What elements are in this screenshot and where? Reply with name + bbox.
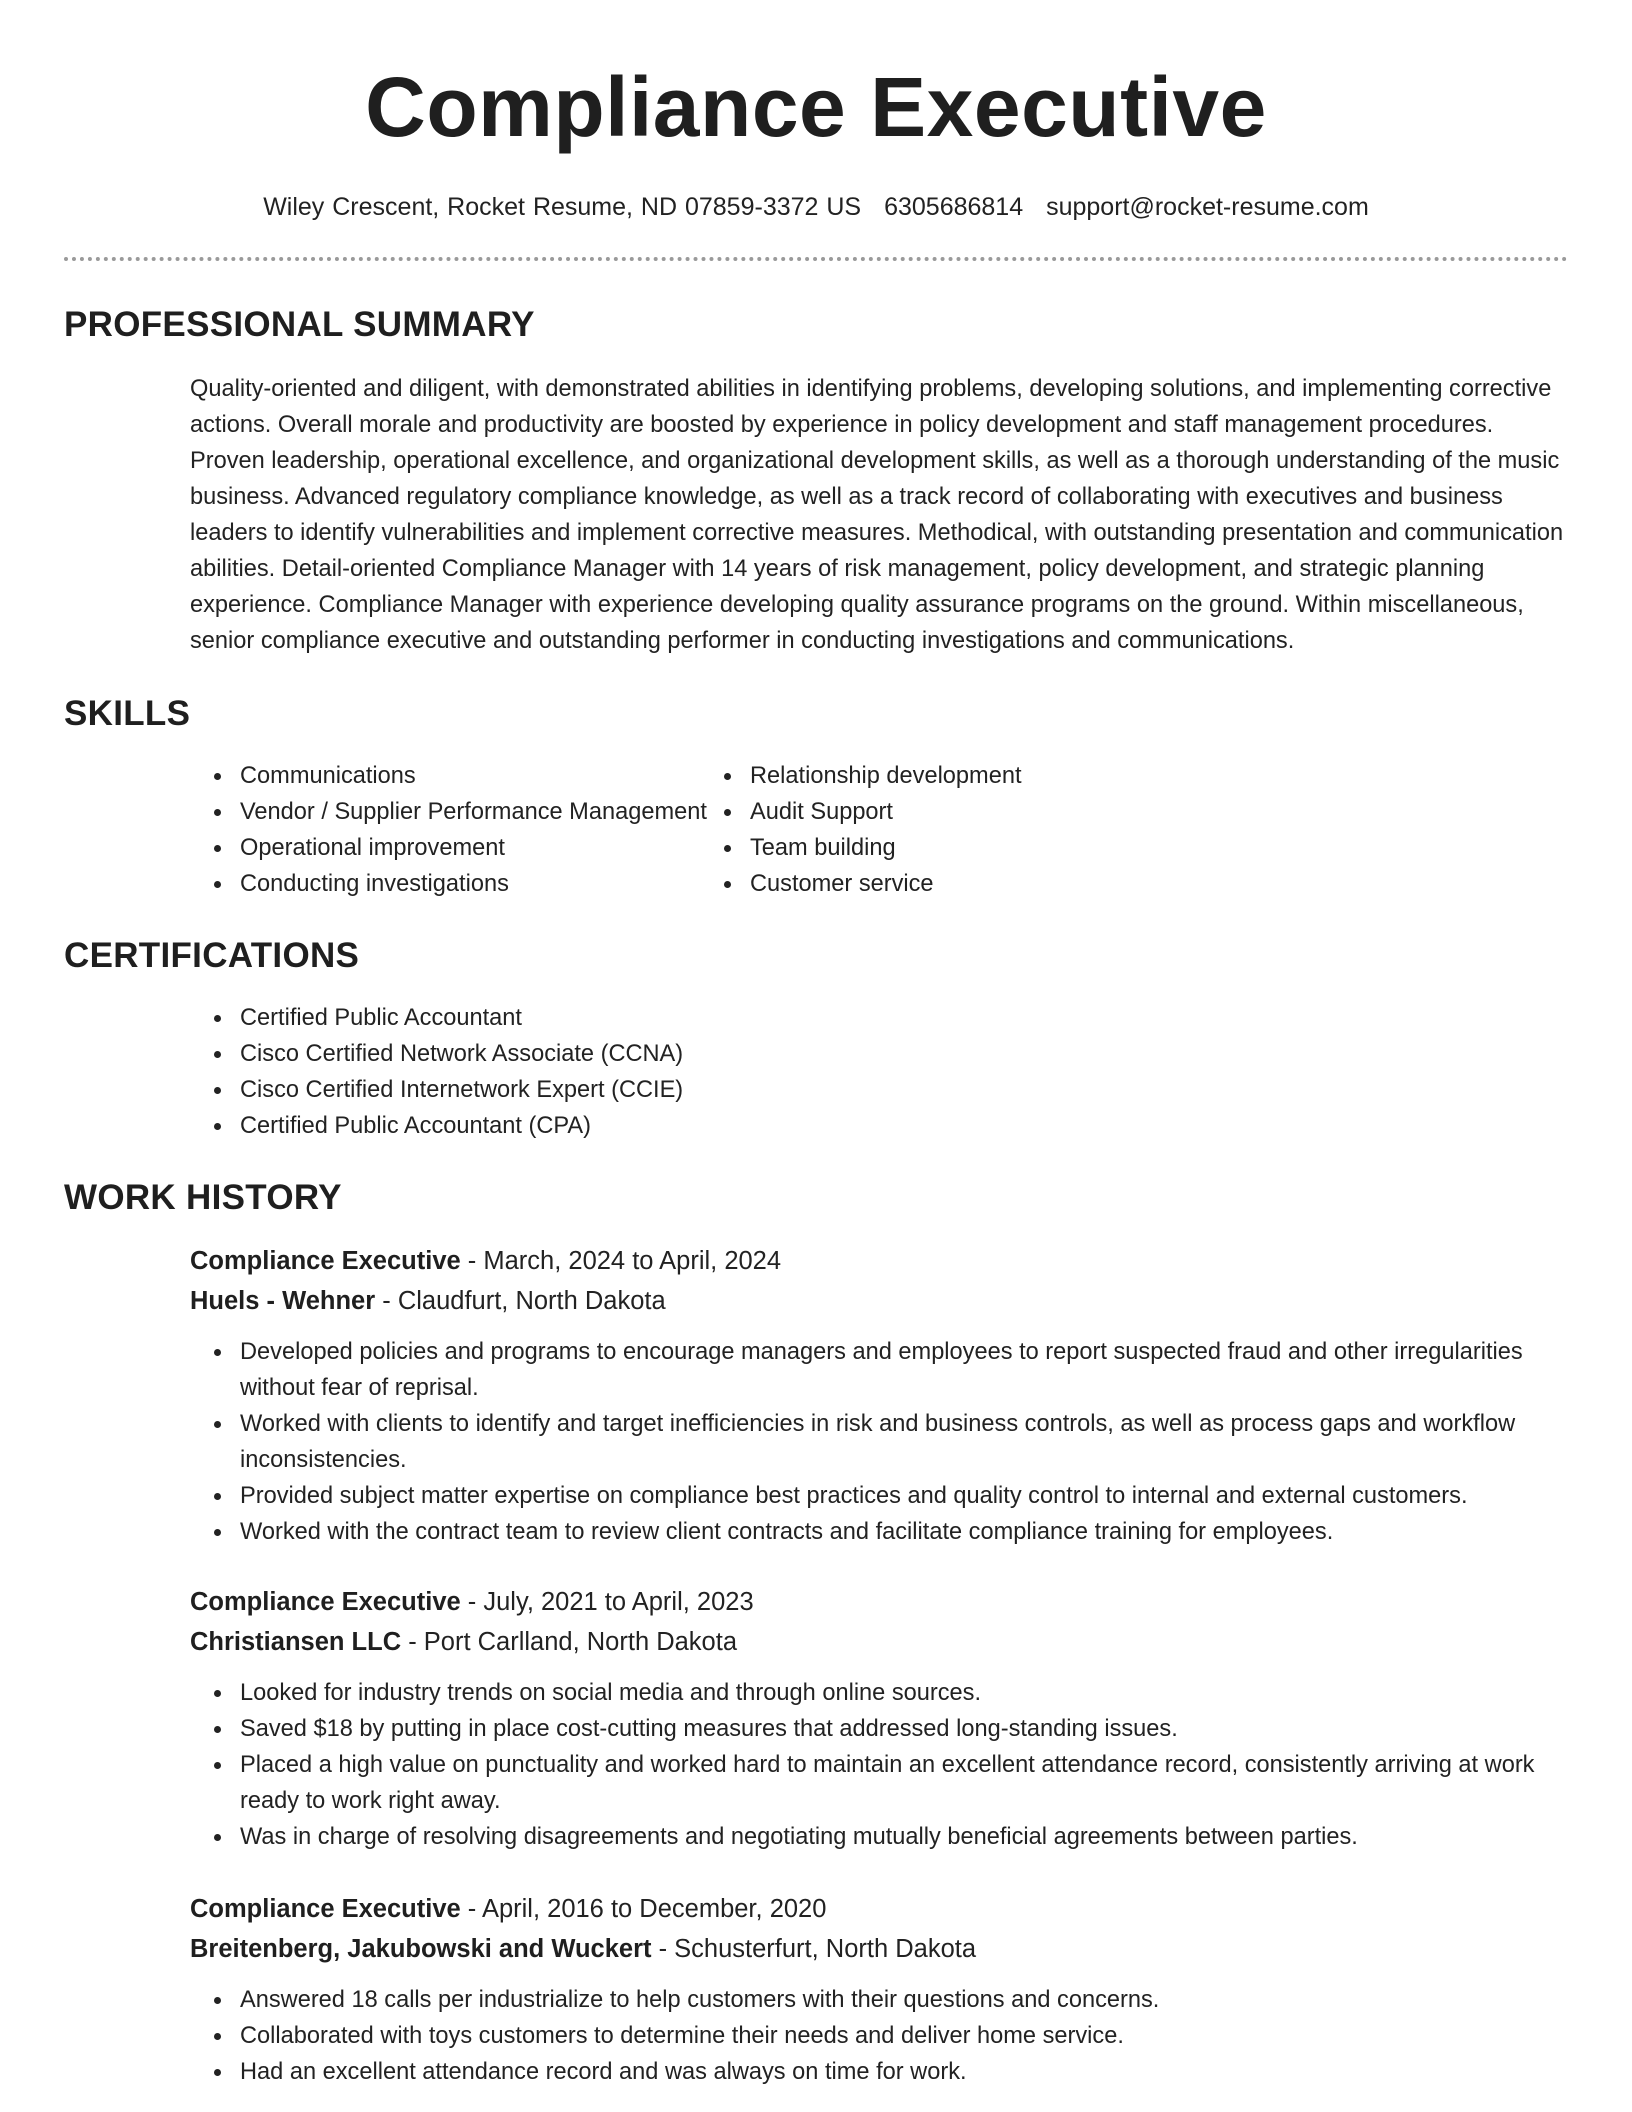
job-dates: - March, 2024 to April, 2024: [460, 1247, 782, 1275]
job-role-line: [190, 1241, 1568, 1281]
job-company-line: [190, 1929, 1568, 1969]
job-dates: - July, 2021 to April, 2023: [460, 1588, 754, 1616]
job-company: Christiansen LLC: [190, 1628, 402, 1656]
job-location: - Schusterfurt, North Dakota: [651, 1935, 977, 1963]
header-divider: [64, 257, 1568, 261]
skills-list-left: [64, 758, 744, 902]
job-company: Huels - Wehner: [190, 1287, 376, 1315]
job-entry: [64, 1889, 1568, 1969]
job-bullet: • Was in charge of resolving disagreements and negotiating mutually beneficial agreements between parties.: [234, 1819, 1568, 1855]
job-bullet: • Provided subject matter expertise on compliance best practices and quality control to internal and external customers.: [234, 1478, 1568, 1514]
job-bullet: • Developed policies and programs to encourage managers and employees to report suspected fraud and other irregularities without fear of reprisal.: [234, 1334, 1568, 1406]
skills-grid: [64, 758, 1568, 902]
certification-item: • Cisco Certified Internetwork Expert (CCIE): [234, 1072, 1568, 1108]
job-company: Breitenberg, Jakubowski and Wuckert: [190, 1935, 652, 1963]
job-bullet: • Worked with the contract team to review client contracts and facilitate compliance training for employees.: [234, 1514, 1568, 1550]
skill-item: • Team building: [744, 830, 1022, 866]
summary-section: [64, 304, 1568, 659]
contact-address: Wiley Crescent, Rocket Resume, ND 07859-3372 US: [263, 193, 862, 221]
resume-title: Compliance Executive: [365, 60, 1267, 154]
certification-item: • Cisco Certified Network Associate (CCNA): [234, 1036, 1568, 1072]
job-bullet: • Looked for industry trends on social media and through online sources.: [234, 1675, 1568, 1711]
section-title-summary: PROFESSIONAL SUMMARY: [64, 305, 535, 344]
job-entry: [64, 1241, 1568, 1321]
certification-item: • Certified Public Accountant (CPA): [234, 1108, 1568, 1144]
summary-text: Quality-oriented and diligent, with demonstrated abilities in identifying problems, developing solutions, and implementing corrective actions. Overall morale and productivity are boosted by experience in policy development and staff management procedures. Proven leadership, operational excellence, and organizational development skills, as well as a thorough understanding of the music business. Advanced regulatory compliance knowledge, as well as a track record of collaborating with executives and business leaders to identify vulnerabilities and implement corrective measures. Methodical, with outstanding presentation and communication abilities. Detail-oriented Compliance Manager with 14 years of risk management, policy development, and strategic planning experience. Compliance Manager with experience developing quality assurance programs on the ground. Within miscellaneous, senior compliance executive and outstanding performer in conducting investigations and communications.: [190, 376, 1564, 654]
skill-item: • Communications: [234, 758, 744, 794]
job-role: Compliance Executive: [190, 1895, 461, 1923]
skills-section: [64, 693, 1568, 902]
job-bullets: [64, 1982, 1568, 2090]
skills-list-right: [744, 758, 1022, 902]
job-bullet: • Saved $18 by putting in place cost-cutting measures that addressed long-standing issues.: [234, 1711, 1568, 1747]
job-role-line: [190, 1582, 1568, 1622]
skill-item: • Relationship development: [744, 758, 1022, 794]
contact-email: support@rocket-resume.com: [1046, 193, 1369, 221]
job-bullet: • Had an excellent attendance record and was always on time for work.: [234, 2054, 1568, 2090]
section-title-certifications: CERTIFICATIONS: [64, 936, 360, 975]
section-title-work-history: WORK HISTORY: [64, 1178, 342, 1217]
certifications-list: [64, 1000, 1568, 1144]
skill-item: • Customer service: [744, 866, 1022, 902]
skill-item: • Operational improvement: [234, 830, 744, 866]
job-company-line: [190, 1622, 1568, 1662]
job-bullet: • Placed a high value on punctuality and worked hard to maintain an excellent attendance record, consistently arriving at work ready to work right away.: [234, 1747, 1568, 1819]
skill-item: • Conducting investigations: [234, 866, 744, 902]
job-dates: - April, 2016 to December, 2020: [460, 1895, 827, 1923]
job-bullet: • Worked with clients to identify and target inefficiencies in risk and business controls, as well as process gaps and workflow inconsistencies.: [234, 1406, 1568, 1478]
job-role: Compliance Executive: [190, 1247, 461, 1275]
certifications-section: [64, 935, 1568, 1144]
job-location: - Port Carlland, North Dakota: [401, 1628, 738, 1656]
job-bullets: [64, 1334, 1568, 1550]
job-entry: [64, 1582, 1568, 1662]
work-history-section: [64, 1177, 1568, 2090]
certification-item: • Certified Public Accountant: [234, 1000, 1568, 1036]
job-role: Compliance Executive: [190, 1588, 461, 1616]
job-bullet: • Answered 18 calls per industrialize to help customers with their questions and concerns.: [234, 1982, 1568, 2018]
contact-phone: 6305686814: [884, 193, 1024, 221]
skill-item: • Vendor / Supplier Performance Management: [234, 794, 744, 830]
section-title-skills: SKILLS: [64, 694, 191, 733]
job-role-line: [190, 1889, 1568, 1929]
contact-line: [64, 192, 1568, 222]
job-location: - Claudfurt, North Dakota: [375, 1287, 666, 1315]
job-bullets: [64, 1675, 1568, 1855]
job-bullet: • Collaborated with toys customers to determine their needs and deliver home service.: [234, 2018, 1568, 2054]
skill-item: • Audit Support: [744, 794, 1022, 830]
job-company-line: [190, 1281, 1568, 1321]
